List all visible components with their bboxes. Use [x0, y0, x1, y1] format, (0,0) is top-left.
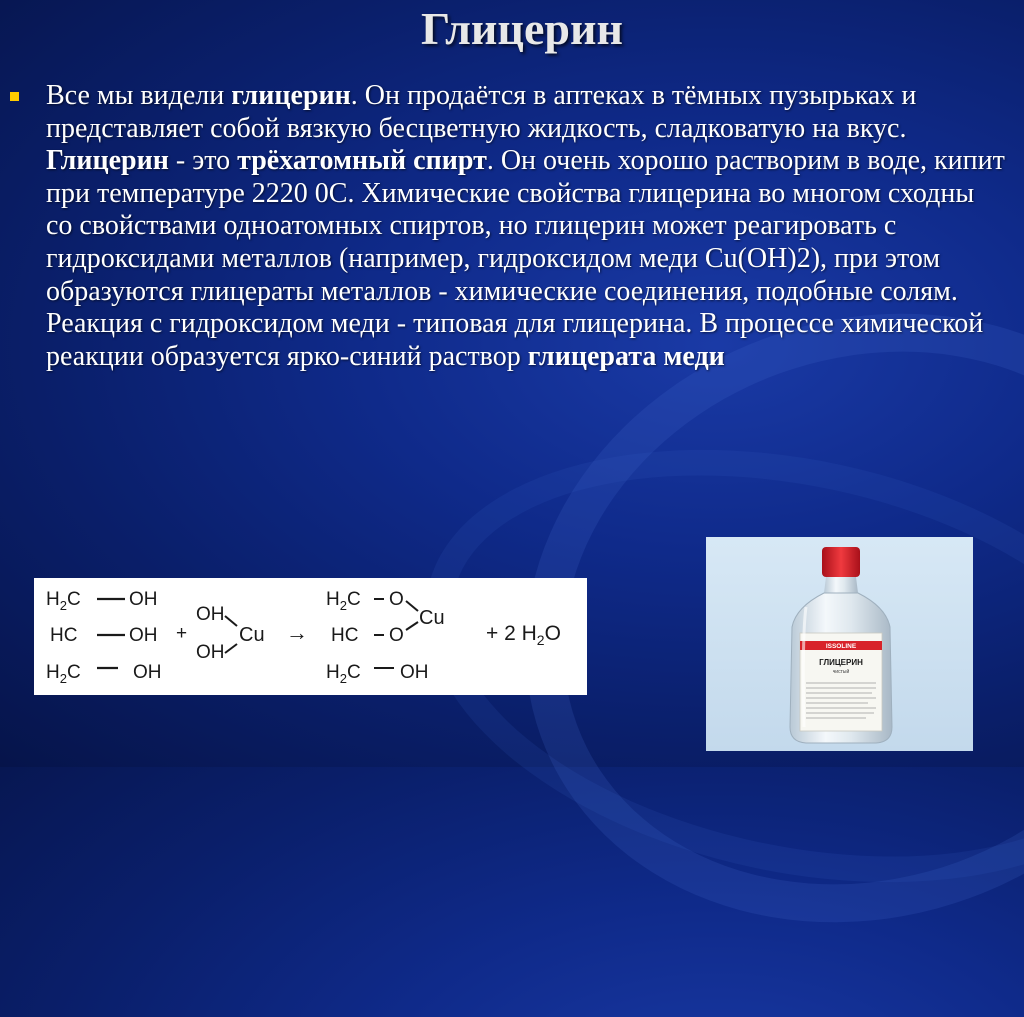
- bottle-label-title: ГЛИЦЕРИН: [819, 658, 863, 667]
- reactant-oh-top: OH: [129, 589, 158, 610]
- bottle-cap: [822, 547, 860, 577]
- reactant-h2c-top: $H_2C$: [46, 589, 81, 613]
- reactant-h2c-bottom: $H_2C$: [46, 662, 81, 686]
- product-h2c-top: $H_2C$: [326, 589, 361, 613]
- cuoh-cu: Cu: [239, 624, 265, 646]
- paragraph-2: Реакция с гидроксидом меди - типовая для глицерина. В процессе химической реакции образуется ярко-синий раствор глицерата меди: [46, 308, 984, 372]
- water-product: + 2 $H_2O$: [486, 622, 561, 648]
- plus-sign: +: [176, 623, 188, 644]
- paragraph-1: Все мы видели глицерин. Он продаётся в аптеках в тёмных пузырьках и представляет собой вязкую бесцветную жидкость, сладковатую на вкус. Глицерин - это трёхатомный спирт. Он очень хорошо растворим в воде, кипит при температуре 2220 0С. Химические свойства глицерина во многом сходны со свойствами одноатомных спиртов, но глицерин может реагировать с гидроксидами металлов (например, гидроксидом меди Cu(OH)2), при этом образуются глицераты металлов - химические соединения, подобные солям.: [46, 80, 1005, 307]
- cuoh-oh-bottom: OH: [196, 642, 225, 663]
- bottle-label-subtitle: чистый: [832, 669, 850, 675]
- cuoh-oh-top: OH: [196, 604, 225, 625]
- product-h2c-bottom: $H_2C$: [326, 662, 361, 686]
- bullet-icon: [10, 92, 19, 101]
- bond-line: [406, 622, 418, 630]
- bond-line: [406, 601, 418, 611]
- bottle-neck: [824, 577, 858, 593]
- bold-term: Глицерин: [46, 145, 169, 177]
- reaction-arrow: →: [286, 620, 308, 645]
- bold-term: глицерата меди: [527, 340, 725, 372]
- bottle-brand: ISSOLINE: [825, 643, 857, 650]
- product-hc-middle: HC: [331, 625, 359, 646]
- reactant-oh-middle: OH: [129, 625, 158, 646]
- bond-line: [225, 616, 237, 626]
- reactant-hc-middle: HC: [50, 625, 78, 646]
- glycerin-bottle-photo: [706, 537, 973, 751]
- slide-title: Глицерин: [421, 3, 623, 54]
- product-o-middle: O: [389, 625, 404, 646]
- reaction-equation: [34, 578, 587, 695]
- product-cu: Cu: [419, 607, 445, 629]
- slide-body: [46, 80, 1006, 373]
- bold-term: глицерин: [231, 80, 351, 111]
- reactant-oh-bottom: OH: [133, 662, 162, 683]
- product-oh-bottom: OH: [400, 662, 429, 683]
- bold-term: трёхатомный спирт: [237, 145, 487, 177]
- product-o-top: O: [389, 589, 404, 610]
- bond-line: [225, 644, 237, 653]
